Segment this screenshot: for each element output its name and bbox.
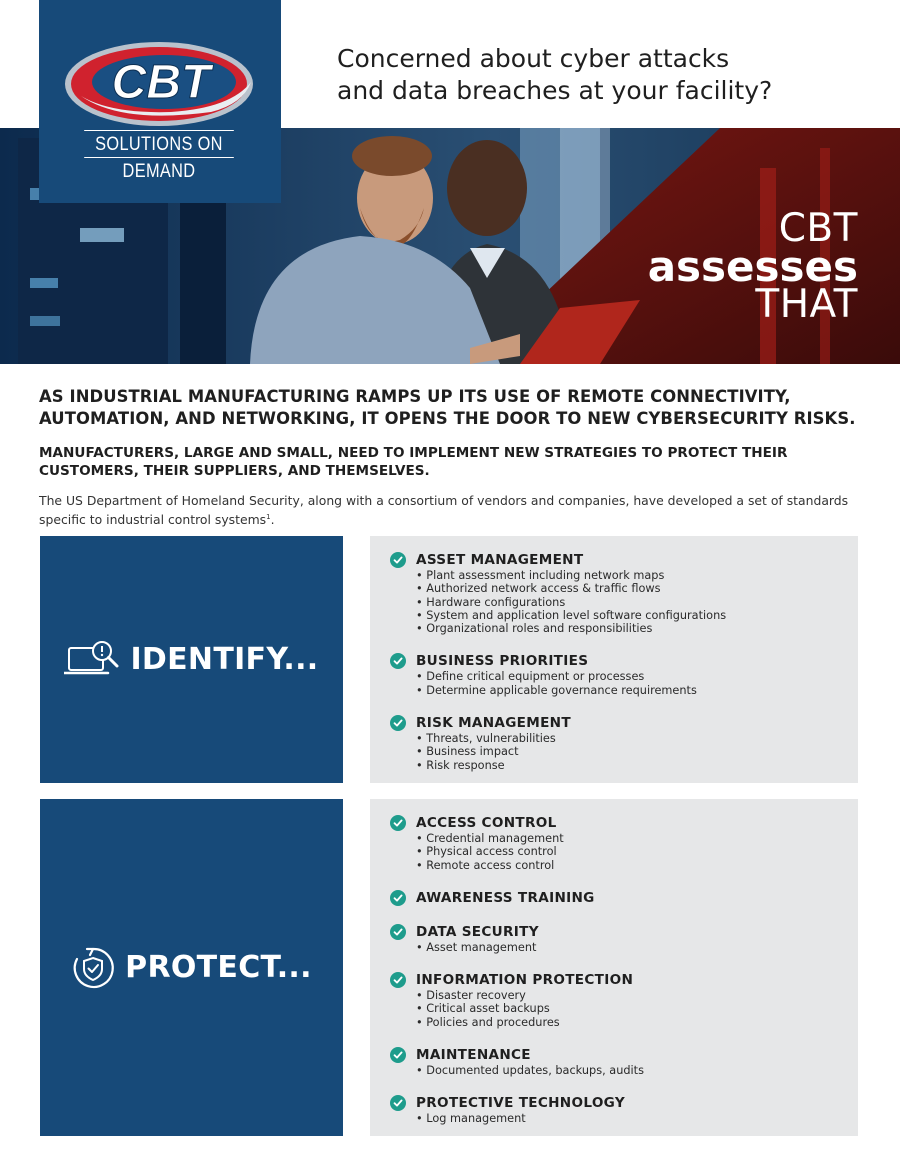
check-icon — [390, 815, 406, 831]
check-icon — [390, 924, 406, 940]
checklist-group-header — [390, 890, 858, 906]
checklist-group-header — [390, 1095, 858, 1111]
checklist-group-header — [390, 815, 858, 831]
checklist-group — [390, 715, 858, 772]
checklist-group-title: AWARENESS TRAINING — [416, 889, 595, 906]
checklist-item: • Disaster recovery — [416, 989, 858, 1002]
protect-title: PROTECT... — [125, 950, 312, 985]
checklist-item: • Asset management — [416, 941, 858, 954]
checklist-group-header — [390, 924, 858, 940]
checklist-item: • Business impact — [416, 745, 858, 758]
checklist-group — [390, 653, 858, 697]
checklist-items — [416, 569, 858, 635]
checklist-group-header — [390, 653, 858, 669]
checklist-group-title: ASSET MANAGEMENT — [416, 552, 584, 568]
page-headline — [337, 43, 877, 107]
checklist-item: • Log management — [416, 1112, 858, 1125]
headline-line-1: Concerned about cyber attacks — [337, 44, 730, 73]
checklist-group — [390, 815, 858, 872]
check-icon — [390, 1095, 406, 1111]
checklist-group — [390, 1095, 858, 1125]
checklist-group-header — [390, 552, 858, 568]
check-icon — [390, 552, 406, 568]
checklist-group — [390, 1047, 858, 1077]
check-icon — [390, 1047, 406, 1063]
identify-title: IDENTIFY... — [130, 642, 319, 677]
checklist-item: • Credential management — [416, 832, 858, 845]
checklist-item: • Plant assessment including network maps — [416, 569, 858, 582]
checklist-item: • Define critical equipment or processes — [416, 670, 858, 683]
checklist-item: • Authorized network access & traffic flows — [416, 582, 858, 595]
checklist-item: • Remote access control — [416, 859, 858, 872]
checklist-group — [390, 972, 858, 1029]
check-icon — [390, 715, 406, 731]
checklist-items — [416, 989, 858, 1029]
intro-lead: AS INDUSTRIAL MANUFACTURING RAMPS UP ITS USE OF REMOTE CONNECTIVITY, AUTOMATION, AND NETWORKING, IT OPENS THE DOOR TO NEW CYBERSECURITY RISKS. — [39, 387, 856, 428]
check-icon — [390, 890, 406, 906]
checklist-group-header — [390, 1047, 858, 1063]
cbt-logo-mark — [61, 38, 257, 130]
checklist-item: • System and application level software configurations — [416, 609, 858, 622]
checklist-item: • Determine applicable governance requirements — [416, 684, 858, 697]
checklist-group-title: RISK MANAGEMENT — [416, 715, 571, 732]
checklist-group — [390, 552, 858, 635]
intro-body — [39, 493, 869, 528]
checklist-group — [390, 890, 858, 906]
logo-text: CBT — [111, 56, 211, 109]
checklist-items — [416, 1112, 858, 1125]
checklist-items — [416, 941, 858, 954]
checklist-items — [416, 832, 858, 872]
checklist-group-title: PROTECTIVE TECHNOLOGY — [416, 1095, 625, 1112]
headline-line-2: and data breaches at your facility? — [337, 76, 773, 105]
checklist-item: • Critical asset backups — [416, 1002, 858, 1015]
checklist-group-title: INFORMATION PROTECTION — [416, 972, 634, 989]
intro-body-text: The US Department of Homeland Security, along with a consortium of vendors and companies, have developed a set of standards specific to industrial control systems — [39, 493, 849, 528]
checklist-items — [416, 670, 858, 697]
checklist-item: • Policies and procedures — [416, 1016, 858, 1029]
logo-panel — [39, 0, 281, 203]
checklist-group-title: ACCESS CONTROL — [416, 815, 557, 831]
protect-section — [40, 799, 858, 1136]
checklist-items — [416, 1064, 858, 1077]
hero-caption-line-1: CBT — [778, 206, 858, 251]
protect-list — [370, 799, 858, 1136]
checklist-group-title: DATA SECURITY — [416, 923, 539, 940]
shield-refresh-icon — [71, 945, 115, 991]
checklist-group-header — [390, 972, 858, 988]
laptop-search-icon — [64, 640, 120, 680]
checklist-item: • Physical access control — [416, 845, 858, 858]
logo-tagline: SOLUTIONS ON DEMAND — [84, 130, 234, 158]
checklist-item: • Hardware configurations — [416, 596, 858, 609]
hero-caption — [647, 206, 858, 327]
hero-caption-line-3: THAT — [755, 282, 858, 327]
intro-body-end: . — [270, 512, 275, 528]
identify-section — [40, 536, 858, 783]
intro-subheading: MANUFACTURERS, LARGE AND SMALL, NEED TO IMPLEMENT NEW STRATEGIES TO PROTECT THEIR CUSTOMERS, THEIR SUPPLIERS, AND THEMSELVES. — [39, 445, 788, 479]
checklist-group-title: MAINTENANCE — [416, 1047, 531, 1064]
checklist-item: • Risk response — [416, 759, 858, 772]
protect-tile — [40, 799, 343, 1136]
checklist-group — [390, 924, 858, 954]
identify-list — [370, 536, 858, 783]
checklist-group-header — [390, 715, 858, 731]
check-icon — [390, 972, 406, 988]
check-icon — [390, 653, 406, 669]
checklist-group-title: BUSINESS PRIORITIES — [416, 653, 589, 670]
footnote-mark: 1 — [266, 513, 271, 521]
checklist-item: • Organizational roles and responsibilities — [416, 622, 858, 635]
identify-tile — [40, 536, 343, 783]
intro-block — [39, 386, 869, 528]
checklist-item: • Documented updates, backups, audits — [416, 1064, 858, 1077]
checklist-item: • Threats, vulnerabilities — [416, 732, 858, 745]
checklist-items — [416, 732, 858, 772]
hero-caption-line-2: assesses — [647, 242, 858, 291]
